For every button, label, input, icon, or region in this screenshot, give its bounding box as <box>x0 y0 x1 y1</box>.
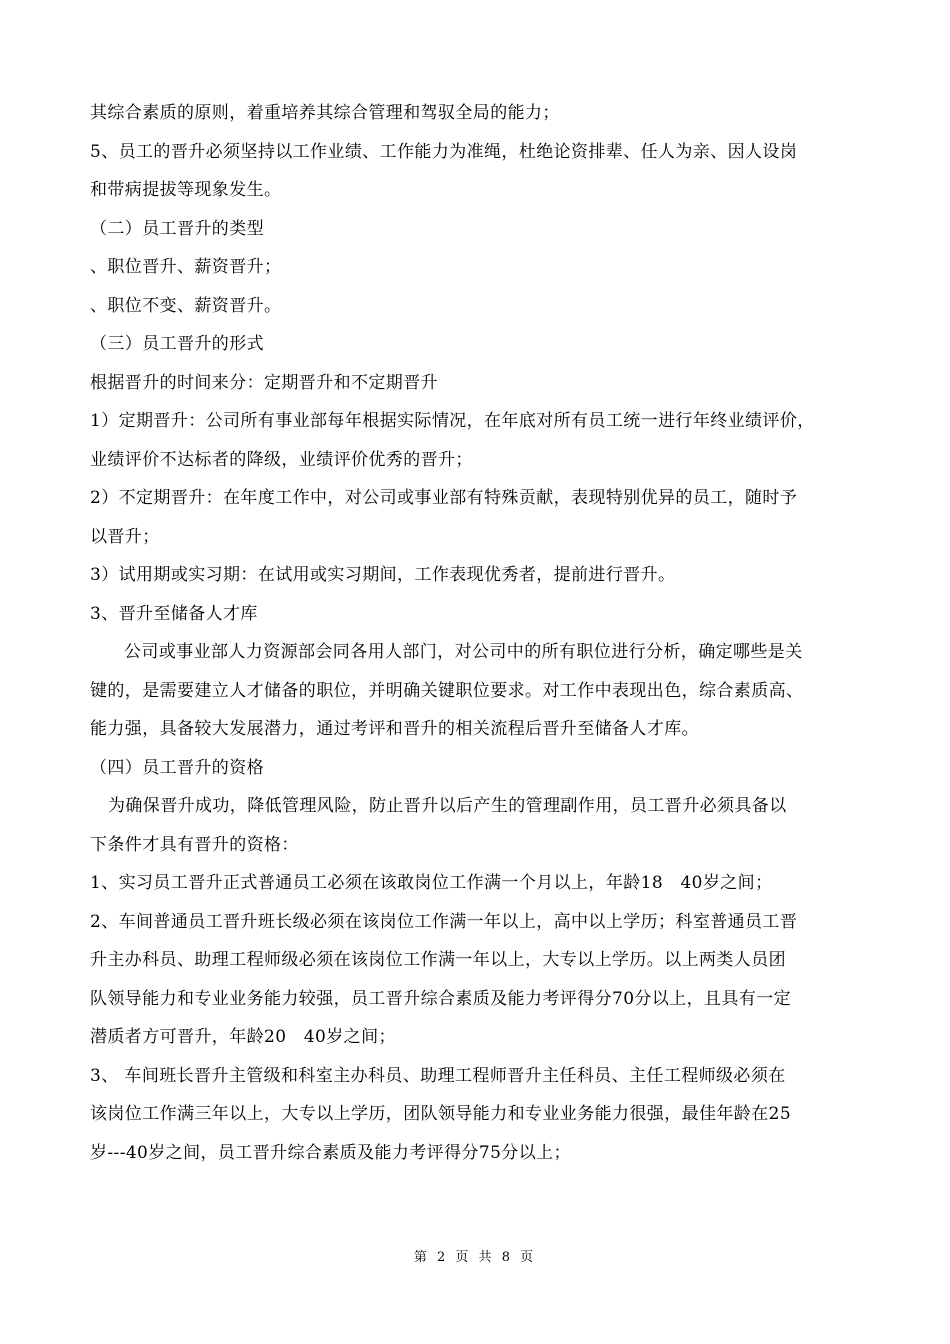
paragraph-line: 5、员工的晋升必须坚持以工作业绩、工作能力为准绳，杜绝论资排辈、任人为亲、因人设岗 <box>90 141 798 162</box>
paragraph-line: 其综合素质的原则，着重培养其综合管理和驾驭全局的能力； <box>90 103 560 123</box>
section-heading: （四）员工晋升的资格 <box>90 757 264 778</box>
list-item: 、职位不变、薪资晋升。 <box>90 295 282 316</box>
list-item: 2）不定期晋升：在年度工作中，对公司或事业部有特殊贡献，表现特别优异的员工，随时予 <box>90 488 798 508</box>
paragraph-line: 潜质者方可晋升，年龄20 40岁之间； <box>90 1027 396 1047</box>
paragraph-line: 键的，是需要建立人才储备的职位，并明确关键职位要求。对工作中表现出色，综合素质高、 <box>90 680 804 701</box>
list-item: 3）试用期或实习期：在试用或实习期间，工作表现优秀者，提前进行晋升。 <box>90 565 676 585</box>
paragraph-line: 该岗位工作满三年以上，大专以上学历，团队领导能力和专业业务能力很强，最佳年龄在25 <box>90 1104 792 1124</box>
list-item: 1）定期晋升：公司所有事业部每年根据实际情况，在年底对所有员工统一进行年终业绩评价， <box>90 411 815 431</box>
page-number-footer: 第 2 页 共 8 页 <box>413 1250 537 1265</box>
paragraph-line: 公司或事业部人力资源部会同各用人部门，对公司中的所有职位进行分析，确定哪些是关 <box>124 642 803 662</box>
paragraph-line: 能力强，具备较大发展潜力，通过考评和晋升的相关流程后晋升至储备人才库。 <box>90 719 699 739</box>
paragraph-line: 下条件才具有晋升的资格： <box>90 834 299 855</box>
paragraph-line: 为确保晋升成功，降低管理风险，防止晋升以后产生的管理副作用，员工晋升必须具备以 <box>108 796 787 816</box>
list-item: 2、车间普通员工晋升班长级必须在该岗位工作满一年以上，高中以上学历；科室普通员工晋 <box>90 911 798 932</box>
section-heading: （二）员工晋升的类型 <box>90 218 264 239</box>
paragraph-line: 升主办科员、助理工程师级必须在该岗位工作满一年以上，大专以上学历。以上两类人员团 <box>90 950 786 970</box>
paragraph-line: 和带病提拔等现象发生。 <box>90 180 282 200</box>
paragraph-line: 根据晋升的时间来分：定期晋升和不定期晋升 <box>90 372 438 393</box>
document-body <box>90 94 860 1172</box>
list-item: 、职位晋升、薪资晋升； <box>90 257 282 277</box>
paragraph-line: 以晋升； <box>90 526 160 547</box>
list-item: 3、 车间班长晋升主管级和科室主办科员、助理工程师晋升主任科员、主任工程师级必须在 <box>90 1065 786 1086</box>
section-heading: （三）员工晋升的形式 <box>90 334 264 354</box>
paragraph-line: 岁---40岁之间，员工晋升综合素质及能力考评得分75分以上； <box>90 1142 571 1163</box>
paragraph-line: 业绩评价不达标者的降级，业绩评价优秀的晋升； <box>90 449 473 470</box>
list-item: 1、实习员工晋升正式普通员工必须在该敢岗位工作满一个月以上，年龄18 40岁之间； <box>90 873 773 893</box>
section-heading: 3、晋升至储备人才库 <box>90 603 258 624</box>
paragraph-line: 队领导能力和专业业务能力较强，员工晋升综合素质及能力考评得分70分以上，且具有一定 <box>90 988 792 1009</box>
